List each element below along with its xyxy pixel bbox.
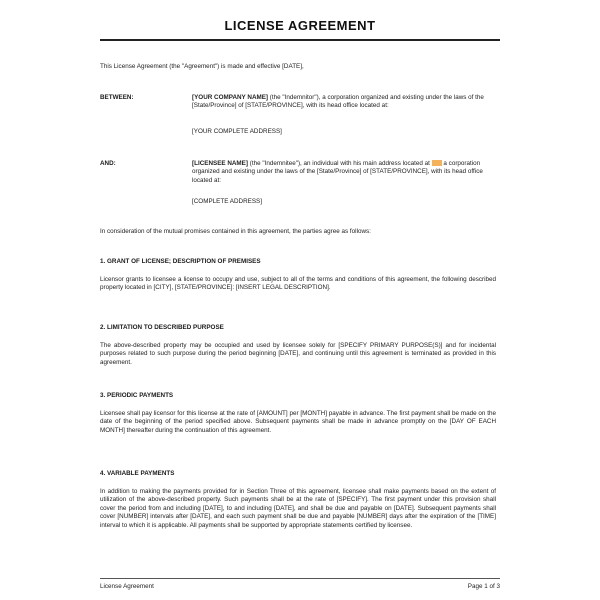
licensee-name: [LICENSEE NAME] [192,160,248,167]
and-address: [COMPLETE ADDRESS] [192,198,262,205]
page-number: Page 1 of 3 [467,583,500,590]
consideration-paragraph: In consideration of the mutual promises contained in this agreement, the parties agree as follows: [100,228,371,235]
section-heading: 4. VARIABLE PAYMENTS [100,470,175,477]
intro-paragraph: This License Agreement (the "Agreement") is made and effective [DATE], [100,63,304,70]
and-party [192,160,498,185]
between-text: (the "Indemnitor"), a corporation organized and existing under the laws of the [State/Province] of [STATE/PROVINCE], with its head office located at: [192,94,484,110]
section-body: Licensor grants to licensee a license to occupy and use, subject to all of the terms and conditions of this agreement, the following described property located in [CITY], [STATE/PROVINCE]: [INSERT LEGAL DESCRIPTION]. [100,276,496,292]
section-heading: 3. PERIODIC PAYMENTS [100,392,174,399]
section-heading: 1. GRANT OF LICENSE; DESCRIPTION OF PREMISES [100,258,261,265]
document-title: LICENSE AGREEMENT [224,18,376,33]
between-label: BETWEEN: [100,94,134,101]
highlight-placeholder [432,160,442,166]
section-body: Licensee shall pay licensor for this license at the rate of [AMOUNT] per [MONTH] payable in advance. The first payment shall be made on the date of the beginning of the period specified above. Subsequent payments shall be made in advance promptly on the [DAY OF EACH MONTH] thereafter during the continuation of this agreement. [100,410,496,434]
section-body: The above-described property may be occupied and used by licensee solely for [SPECIFY PRIMARY PURPOSE(S)] and for incidental purposes related to such purpose during the period beginning [DATE], and continuing until this agreement is terminated as provided in this agreement. [100,342,496,366]
document-page [100,0,500,600]
company-name: [YOUR COMPANY NAME] [192,94,269,101]
between-address: [YOUR COMPLETE ADDRESS] [192,128,282,135]
section-body: In addition to making the payments provided for in Section Three of this agreement, licensee shall make payments based on the extent of utilization of the above-described property. Such payments shall be at the rate of [SPECIFY]. The first payment under this provision shall cover the period from and including [DATE], to and including [DATE], and shall be due and payable on [DATE]. Subsequent payments shall cover [NUMBER] intervals after [DATE], and each such payment shall be due and payable [NUMBER] days after the expiration of the [TIME] interval to which it is applicable. All payments shall be supported by appropriate statements certified by licensee. [100,488,496,529]
footer-divider [100,578,500,579]
section-heading: 2. LIMITATION TO DESCRIBED PURPOSE [100,324,224,331]
title-divider [100,39,500,41]
and-label: AND: [100,160,116,167]
and-text-a: (the "Indemnitee"), an individual with his main address located at [247,160,432,167]
and-text-b: a corporation organized and existing under the laws of the [State/Province] of [STATE/PROVINCE], with its head office located at: [192,160,483,184]
footer-document-name: License Agreement [100,583,154,590]
between-party [192,94,498,111]
